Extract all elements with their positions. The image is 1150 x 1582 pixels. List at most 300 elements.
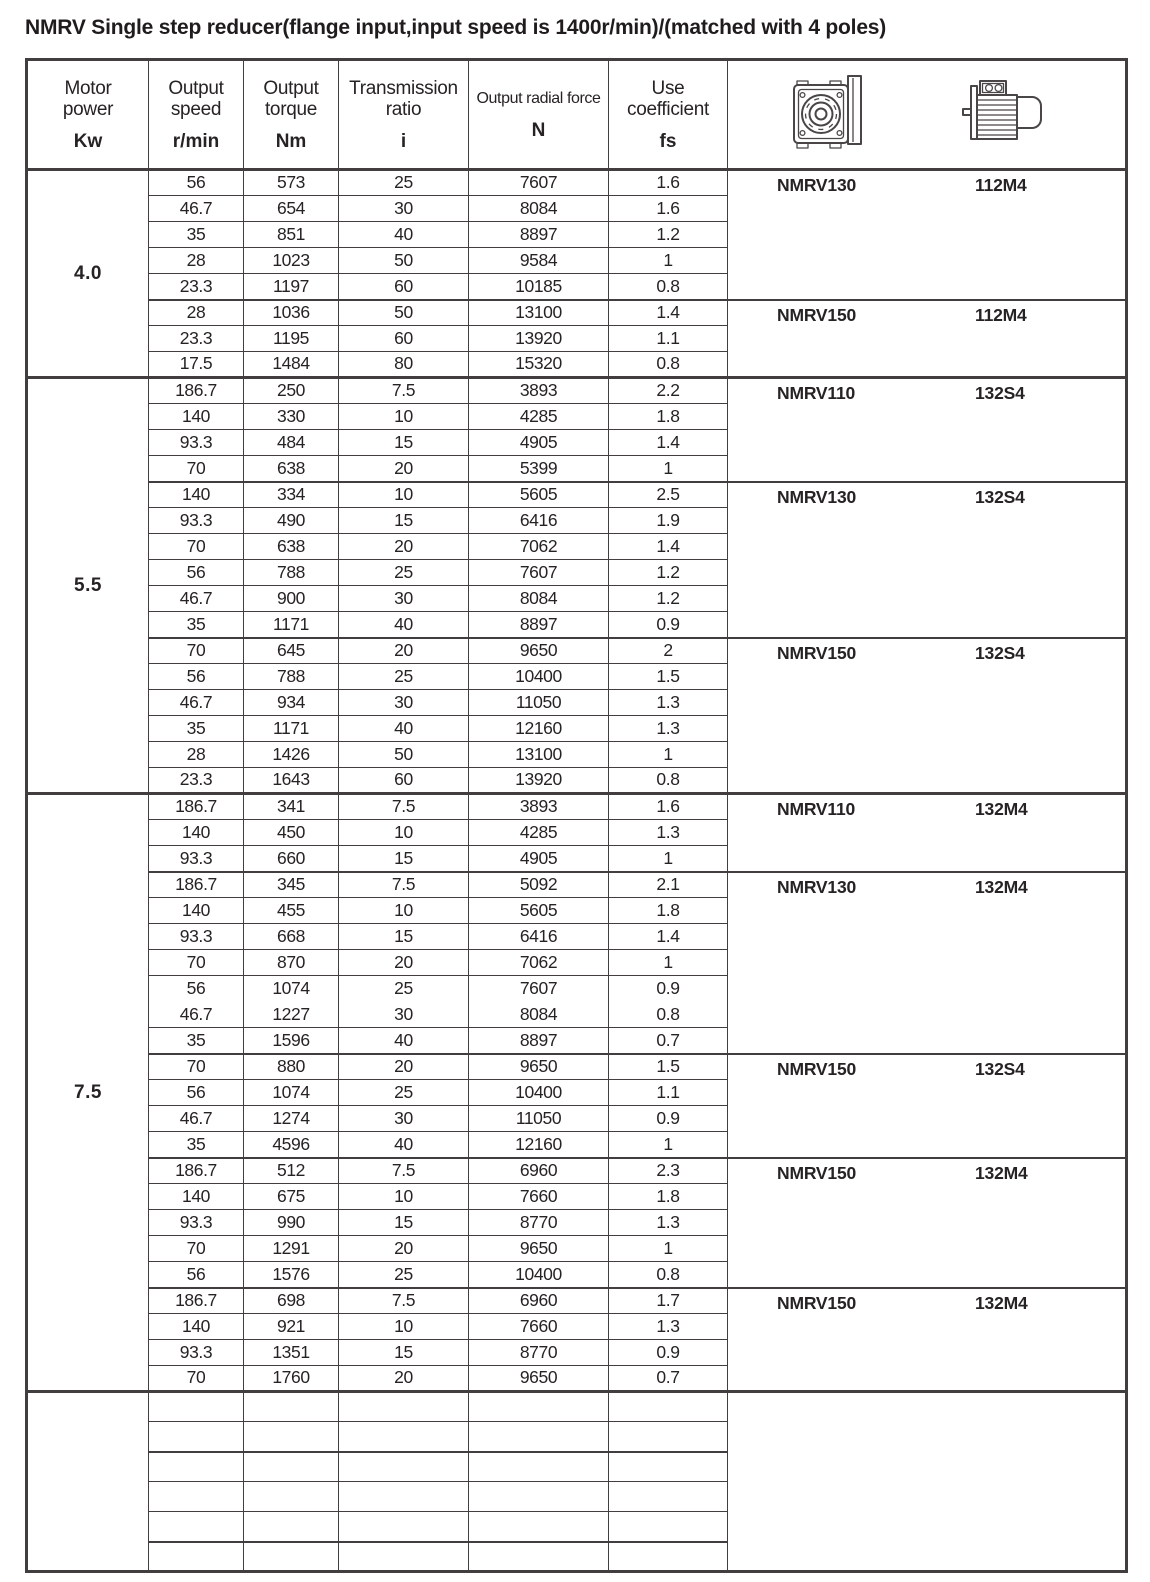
output-speed-cell: 35 (149, 222, 244, 248)
empty-value-cell (339, 1512, 469, 1542)
radial-force-cell: 6416 (469, 508, 609, 534)
use-coefficient-cell: 0.8 (609, 352, 728, 378)
output-speed-cell: 140 (149, 1314, 244, 1340)
output-speed-cell: 46.7 (149, 586, 244, 612)
output-speed-cell: 186.7 (149, 378, 244, 404)
output-torque-cell: 1291 (244, 1236, 339, 1262)
header-unit: i (400, 130, 407, 152)
motor-model-label: 132M4 (975, 1292, 1028, 1313)
transmission-ratio-cell: 7.5 (339, 378, 469, 404)
col-header-output-torque (244, 60, 339, 170)
output-torque-cell: 900 (244, 586, 339, 612)
output-speed-cell: 28 (149, 248, 244, 274)
radial-force-cell: 3893 (469, 794, 609, 820)
reducer-model-label: NMRV150 (777, 304, 857, 325)
use-coefficient-cell: 0.8 (609, 1002, 728, 1028)
empty-value-cell (244, 1542, 339, 1572)
transmission-ratio-cell: 7.5 (339, 1288, 469, 1314)
output-speed-cell: 17.5 (149, 352, 244, 378)
output-speed-cell: 93.3 (149, 1210, 244, 1236)
transmission-ratio-cell: 25 (339, 1262, 469, 1288)
output-speed-cell: 140 (149, 820, 244, 846)
output-speed-cell: 28 (149, 742, 244, 768)
transmission-ratio-cell: 60 (339, 274, 469, 300)
transmission-ratio-cell: 40 (339, 1132, 469, 1158)
transmission-ratio-cell: 60 (339, 768, 469, 794)
output-speed-cell: 140 (149, 404, 244, 430)
model-group-cell (728, 1158, 1127, 1288)
header-row (27, 60, 1127, 170)
transmission-ratio-cell: 20 (339, 534, 469, 560)
radial-force-cell: 8084 (469, 196, 609, 222)
transmission-ratio-cell: 30 (339, 586, 469, 612)
reducer-model-label: NMRV150 (777, 1292, 857, 1313)
radial-force-cell: 8084 (469, 1002, 609, 1028)
transmission-ratio-cell: 10 (339, 1184, 469, 1210)
radial-force-cell: 7660 (469, 1314, 609, 1340)
output-speed-cell: 186.7 (149, 1158, 244, 1184)
use-coefficient-cell: 0.7 (609, 1028, 728, 1054)
radial-force-cell: 15320 (469, 352, 609, 378)
use-coefficient-cell: 0.9 (609, 1106, 728, 1132)
output-speed-cell: 140 (149, 1184, 244, 1210)
empty-model-cell (728, 1392, 1127, 1572)
transmission-ratio-cell: 30 (339, 690, 469, 716)
col-header-products (728, 60, 1127, 170)
output-speed-cell: 70 (149, 456, 244, 482)
page-title: NMRV Single step reducer(flange input,input speed is 1400r/min)/(matched with 4 poles) (25, 16, 887, 39)
use-coefficient-cell: 0.8 (609, 768, 728, 794)
output-torque-cell: 455 (244, 898, 339, 924)
header-line: ratio (385, 98, 422, 120)
transmission-ratio-cell: 7.5 (339, 1158, 469, 1184)
model-group-cell (728, 300, 1127, 378)
transmission-ratio-cell: 20 (339, 1366, 469, 1392)
transmission-ratio-cell: 15 (339, 430, 469, 456)
radial-force-cell: 13100 (469, 742, 609, 768)
radial-force-cell: 12160 (469, 716, 609, 742)
output-torque-cell: 668 (244, 924, 339, 950)
output-torque-cell: 880 (244, 1054, 339, 1080)
radial-force-cell: 9650 (469, 1366, 609, 1392)
empty-value-cell (339, 1482, 469, 1512)
transmission-ratio-cell: 20 (339, 456, 469, 482)
transmission-ratio-cell: 15 (339, 924, 469, 950)
table-row (27, 794, 1127, 820)
motor-model-label: 132S4 (975, 1058, 1025, 1079)
use-coefficient-cell: 1.4 (609, 430, 728, 456)
model-group-cell (728, 378, 1127, 482)
empty-value-cell (149, 1452, 244, 1482)
radial-force-cell: 13920 (469, 768, 609, 794)
output-speed-cell: 23.3 (149, 274, 244, 300)
transmission-ratio-cell: 7.5 (339, 794, 469, 820)
header-line: Output (168, 77, 224, 99)
transmission-ratio-cell: 15 (339, 1340, 469, 1366)
empty-value-cell (609, 1392, 728, 1422)
radial-force-cell: 10400 (469, 1262, 609, 1288)
table-row (27, 1288, 1127, 1314)
use-coefficient-cell: 2.5 (609, 482, 728, 508)
header-line: power (62, 98, 114, 120)
motor-model-label: 132M4 (975, 876, 1028, 897)
transmission-ratio-cell: 60 (339, 326, 469, 352)
output-torque-cell: 1351 (244, 1340, 339, 1366)
use-coefficient-cell: 1 (609, 456, 728, 482)
output-torque-cell: 654 (244, 196, 339, 222)
model-group-cell (728, 1288, 1127, 1392)
transmission-ratio-cell: 7.5 (339, 872, 469, 898)
output-speed-cell: 35 (149, 1028, 244, 1054)
use-coefficient-cell: 1.4 (609, 924, 728, 950)
output-speed-cell: 70 (149, 534, 244, 560)
output-speed-cell: 46.7 (149, 690, 244, 716)
output-speed-cell: 93.3 (149, 924, 244, 950)
transmission-ratio-cell: 40 (339, 612, 469, 638)
transmission-ratio-cell: 25 (339, 170, 469, 196)
use-coefficient-cell: 1 (609, 1132, 728, 1158)
empty-value-cell (469, 1482, 609, 1512)
empty-value-cell (244, 1392, 339, 1422)
transmission-ratio-cell: 20 (339, 638, 469, 664)
output-torque-cell: 788 (244, 560, 339, 586)
empty-value-cell (149, 1512, 244, 1542)
col-header-motor-power (27, 60, 149, 170)
header-unit: fs (659, 130, 677, 152)
transmission-ratio-cell: 50 (339, 742, 469, 768)
output-torque-cell: 334 (244, 482, 339, 508)
empty-value-cell (339, 1422, 469, 1452)
motor-model-label: 132M4 (975, 799, 1028, 819)
output-speed-cell: 93.3 (149, 846, 244, 872)
motor-model-label: 112M4 (975, 175, 1027, 195)
transmission-ratio-cell: 15 (339, 1210, 469, 1236)
use-coefficient-cell: 2.2 (609, 378, 728, 404)
radial-force-cell: 8897 (469, 1028, 609, 1054)
output-speed-cell: 46.7 (149, 1002, 244, 1028)
empty-value-cell (339, 1452, 469, 1482)
use-coefficient-cell: 1 (609, 1236, 728, 1262)
transmission-ratio-cell: 15 (339, 508, 469, 534)
output-torque-cell: 1643 (244, 768, 339, 794)
table-row (27, 872, 1127, 898)
use-coefficient-cell: 1.3 (609, 716, 728, 742)
radial-force-cell: 4905 (469, 430, 609, 456)
header-line: Output radial force (476, 90, 601, 107)
empty-value-cell (149, 1482, 244, 1512)
output-torque-cell: 341 (244, 794, 339, 820)
radial-force-cell: 7062 (469, 950, 609, 976)
use-coefficient-cell: 1 (609, 248, 728, 274)
use-coefficient-cell: 1.2 (609, 560, 728, 586)
transmission-ratio-cell: 10 (339, 404, 469, 430)
header-line: Use (651, 77, 685, 99)
output-speed-cell: 140 (149, 482, 244, 508)
use-coefficient-cell: 2.3 (609, 1158, 728, 1184)
radial-force-cell: 6960 (469, 1288, 609, 1314)
output-speed-cell: 23.3 (149, 326, 244, 352)
radial-force-cell: 7607 (469, 560, 609, 586)
use-coefficient-cell: 1 (609, 846, 728, 872)
output-speed-cell: 56 (149, 1262, 244, 1288)
transmission-ratio-cell: 20 (339, 950, 469, 976)
output-torque-cell: 698 (244, 1288, 339, 1314)
output-torque-cell: 675 (244, 1184, 339, 1210)
output-torque-cell: 490 (244, 508, 339, 534)
empty-value-cell (609, 1542, 728, 1572)
output-torque-cell: 484 (244, 430, 339, 456)
output-speed-cell: 35 (149, 716, 244, 742)
radial-force-cell: 12160 (469, 1132, 609, 1158)
radial-force-cell: 11050 (469, 1106, 609, 1132)
output-torque-cell: 512 (244, 1158, 339, 1184)
header-unit: Kw (73, 130, 103, 152)
radial-force-cell: 6416 (469, 924, 609, 950)
radial-force-cell: 9584 (469, 248, 609, 274)
motor-model-label: 112M4 (975, 304, 1027, 325)
use-coefficient-cell: 1.6 (609, 196, 728, 222)
radial-force-cell: 7607 (469, 976, 609, 1002)
radial-force-cell: 5399 (469, 456, 609, 482)
table-row (27, 638, 1127, 664)
transmission-ratio-cell: 40 (339, 222, 469, 248)
reducer-model-label: NMRV130 (777, 175, 857, 195)
radial-force-cell: 5605 (469, 898, 609, 924)
transmission-ratio-cell: 20 (339, 1054, 469, 1080)
motor-model-label: 132S4 (975, 383, 1025, 403)
reducer-model-label: NMRV110 (777, 383, 856, 403)
output-torque-cell: 788 (244, 664, 339, 690)
output-speed-cell: 70 (149, 1236, 244, 1262)
model-group-cell (728, 638, 1127, 794)
radial-force-cell: 7660 (469, 1184, 609, 1210)
model-group-cell (728, 872, 1127, 1054)
output-torque-cell: 921 (244, 1314, 339, 1340)
use-coefficient-cell: 2.1 (609, 872, 728, 898)
output-torque-cell: 638 (244, 456, 339, 482)
radial-force-cell: 4285 (469, 404, 609, 430)
output-speed-cell: 93.3 (149, 508, 244, 534)
output-torque-cell: 4596 (244, 1132, 339, 1158)
output-torque-cell: 1596 (244, 1028, 339, 1054)
empty-value-cell (149, 1422, 244, 1452)
output-speed-cell: 56 (149, 976, 244, 1002)
empty-row (27, 1392, 1127, 1422)
table-row (27, 1054, 1127, 1080)
output-speed-cell: 140 (149, 898, 244, 924)
col-header-transmission-ratio (339, 60, 469, 170)
use-coefficient-cell: 1.8 (609, 404, 728, 430)
output-speed-cell: 56 (149, 560, 244, 586)
output-torque-cell: 573 (244, 170, 339, 196)
radial-force-cell: 6960 (469, 1158, 609, 1184)
empty-value-cell (469, 1542, 609, 1572)
transmission-ratio-cell: 50 (339, 300, 469, 326)
empty-value-cell (609, 1452, 728, 1482)
transmission-ratio-cell: 10 (339, 898, 469, 924)
empty-power-cell (27, 1392, 149, 1572)
radial-force-cell: 10400 (469, 1080, 609, 1106)
output-torque-cell: 1036 (244, 300, 339, 326)
empty-value-cell (609, 1482, 728, 1512)
radial-force-cell: 8770 (469, 1210, 609, 1236)
radial-force-cell: 7062 (469, 534, 609, 560)
col-header-output-speed (149, 60, 244, 170)
use-coefficient-cell: 2 (609, 638, 728, 664)
use-coefficient-cell: 1.1 (609, 1080, 728, 1106)
motor-power-value: 5.5 (27, 378, 149, 794)
use-coefficient-cell: 1.7 (609, 1288, 728, 1314)
transmission-ratio-cell: 25 (339, 560, 469, 586)
transmission-ratio-cell: 40 (339, 716, 469, 742)
output-speed-cell: 93.3 (149, 1340, 244, 1366)
radial-force-cell: 8084 (469, 586, 609, 612)
table-row (27, 1158, 1127, 1184)
output-torque-cell: 450 (244, 820, 339, 846)
header-line: Motor (64, 77, 112, 99)
output-speed-cell: 56 (149, 664, 244, 690)
motor-model-label: 132S4 (975, 642, 1025, 663)
transmission-ratio-cell: 10 (339, 482, 469, 508)
output-torque-cell: 1195 (244, 326, 339, 352)
radial-force-cell: 9650 (469, 1236, 609, 1262)
output-torque-cell: 934 (244, 690, 339, 716)
empty-value-cell (469, 1392, 609, 1422)
output-torque-cell: 1023 (244, 248, 339, 274)
output-speed-cell: 186.7 (149, 794, 244, 820)
empty-value-cell (469, 1422, 609, 1452)
output-torque-cell: 1576 (244, 1262, 339, 1288)
header-line: Transmission (349, 77, 458, 99)
radial-force-cell: 8897 (469, 612, 609, 638)
electric-motor-icon (962, 79, 1044, 150)
empty-value-cell (609, 1422, 728, 1452)
reducer-model-label: NMRV150 (777, 642, 857, 663)
radial-force-cell: 10400 (469, 664, 609, 690)
radial-force-cell: 10185 (469, 274, 609, 300)
model-group-cell (728, 170, 1127, 300)
use-coefficient-cell: 1.4 (609, 300, 728, 326)
empty-value-cell (244, 1452, 339, 1482)
reducer-model-label: NMRV150 (777, 1162, 857, 1183)
output-speed-cell: 186.7 (149, 872, 244, 898)
use-coefficient-cell: 1.2 (609, 586, 728, 612)
use-coefficient-cell: 1.6 (609, 794, 728, 820)
motor-model-label: 132S4 (975, 486, 1025, 507)
transmission-ratio-cell: 10 (339, 820, 469, 846)
output-speed-cell: 35 (149, 612, 244, 638)
empty-value-cell (339, 1392, 469, 1422)
reducer-model-label: NMRV130 (777, 486, 857, 507)
use-coefficient-cell: 0.8 (609, 274, 728, 300)
header-line: Output (263, 77, 319, 99)
transmission-ratio-cell: 40 (339, 1028, 469, 1054)
header-line: speed (170, 98, 222, 120)
model-group-cell (728, 1054, 1127, 1158)
use-coefficient-cell: 1.3 (609, 690, 728, 716)
transmission-ratio-cell: 25 (339, 976, 469, 1002)
use-coefficient-cell: 1.2 (609, 222, 728, 248)
reducer-model-label: NMRV150 (777, 1058, 857, 1079)
output-speed-cell: 28 (149, 300, 244, 326)
radial-force-cell: 9650 (469, 1054, 609, 1080)
table-row (27, 482, 1127, 508)
use-coefficient-cell: 1.3 (609, 1210, 728, 1236)
output-torque-cell: 660 (244, 846, 339, 872)
empty-value-cell (469, 1512, 609, 1542)
output-speed-cell: 23.3 (149, 768, 244, 794)
reducer-spec-table (25, 58, 1128, 1573)
use-coefficient-cell: 0.8 (609, 1262, 728, 1288)
use-coefficient-cell: 1.1 (609, 326, 728, 352)
use-coefficient-cell: 1 (609, 950, 728, 976)
radial-force-cell: 9650 (469, 638, 609, 664)
output-speed-cell: 70 (149, 950, 244, 976)
output-torque-cell: 1074 (244, 976, 339, 1002)
output-speed-cell: 46.7 (149, 196, 244, 222)
model-group-cell (728, 794, 1127, 872)
output-torque-cell: 330 (244, 404, 339, 430)
use-coefficient-cell: 1.3 (609, 820, 728, 846)
radial-force-cell: 5092 (469, 872, 609, 898)
output-torque-cell: 1171 (244, 612, 339, 638)
model-group-cell (728, 482, 1127, 638)
transmission-ratio-cell: 80 (339, 352, 469, 378)
use-coefficient-cell: 1.3 (609, 1314, 728, 1340)
empty-value-cell (244, 1422, 339, 1452)
transmission-ratio-cell: 15 (339, 846, 469, 872)
table-row (27, 300, 1127, 326)
empty-value-cell (244, 1482, 339, 1512)
radial-force-cell: 13920 (469, 326, 609, 352)
motor-power-value: 7.5 (27, 794, 149, 1392)
reducer-model-label: NMRV130 (777, 876, 857, 897)
output-torque-cell: 638 (244, 534, 339, 560)
output-speed-cell: 70 (149, 1054, 244, 1080)
radial-force-cell: 4285 (469, 820, 609, 846)
output-torque-cell: 1171 (244, 716, 339, 742)
output-torque-cell: 1074 (244, 1080, 339, 1106)
use-coefficient-cell: 1.5 (609, 1054, 728, 1080)
use-coefficient-cell: 1.5 (609, 664, 728, 690)
output-speed-cell: 93.3 (149, 430, 244, 456)
empty-value-cell (149, 1542, 244, 1572)
radial-force-cell: 4905 (469, 846, 609, 872)
transmission-ratio-cell: 25 (339, 1080, 469, 1106)
empty-value-cell (469, 1452, 609, 1482)
radial-force-cell: 11050 (469, 690, 609, 716)
use-coefficient-cell: 0.9 (609, 976, 728, 1002)
output-speed-cell: 186.7 (149, 1288, 244, 1314)
output-speed-cell: 56 (149, 1080, 244, 1106)
empty-value-cell (609, 1512, 728, 1542)
output-torque-cell: 851 (244, 222, 339, 248)
worm-gearbox-icon (790, 73, 866, 156)
output-torque-cell: 250 (244, 378, 339, 404)
radial-force-cell: 5605 (469, 482, 609, 508)
output-torque-cell: 1426 (244, 742, 339, 768)
use-coefficient-cell: 1.8 (609, 898, 728, 924)
motor-model-label: 132M4 (975, 1162, 1028, 1183)
use-coefficient-cell: 1 (609, 742, 728, 768)
transmission-ratio-cell: 30 (339, 196, 469, 222)
use-coefficient-cell: 0.7 (609, 1366, 728, 1392)
use-coefficient-cell: 0.9 (609, 612, 728, 638)
use-coefficient-cell: 0.9 (609, 1340, 728, 1366)
transmission-ratio-cell: 20 (339, 1236, 469, 1262)
transmission-ratio-cell: 25 (339, 664, 469, 690)
output-torque-cell: 345 (244, 872, 339, 898)
